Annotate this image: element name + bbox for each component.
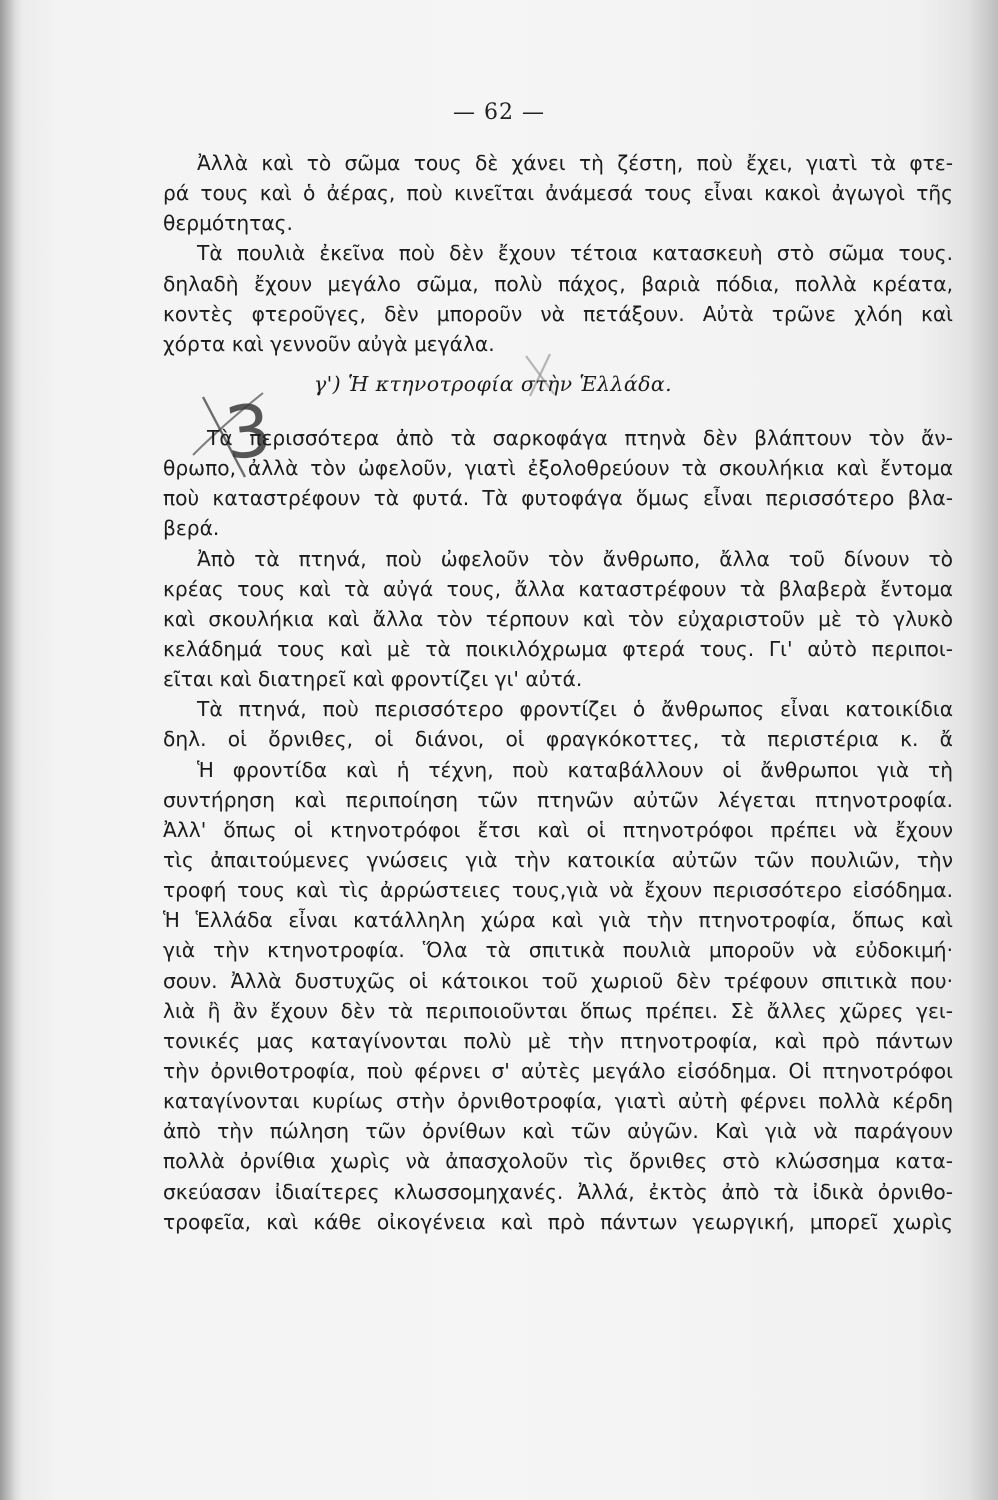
text-line: κρέας τους καὶ τὰ αὐγά τους, ἄλλα καταστρέφουν τὰ βλαβερὰ ἔντομα — [163, 576, 953, 601]
section-heading: γ') Ἡ κτηνοτροφία στὴν Ἑλλάδα. — [314, 371, 672, 396]
body-text — [163, 148, 953, 1237]
text-line: σουν. Ἀλλὰ δυστυχῶς οἱ κάτοικοι τοῦ χωριοῦ δὲν τρέφουν σπιτικὰ που· — [163, 968, 953, 993]
text-line: δηλ. οἱ ὄρνιθες, οἱ διάνοι, οἱ φραγκόκοττες, τὰ περιστέρια κ. ἄ — [163, 727, 953, 752]
text-line: τὶς ἀπαιτούμενες γνώσεις γιὰ τὴν κατοικία αὐτῶν τῶν πουλιῶν, τὴν — [163, 847, 953, 872]
text-line: Τὰ πουλιὰ ἐκεῖνα ποὺ δὲν ἔχουν τέτοια κατασκευὴ στὸ σῶμα τους. — [197, 241, 953, 266]
text-line: τονικές μας καταγίνονται πολὺ μὲ τὴν πτηνοτροφία, καὶ πρὸ πάντων — [163, 1028, 953, 1053]
text-line: θερμότητας. — [163, 211, 293, 236]
text-line: λιὰ ἢ ἂν ἔχουν δὲν τὰ περιποιοῦνται ὅπως πρέπει. Σὲ ἄλλες χῶρες γει- — [163, 998, 953, 1023]
text-line: γιὰ τὴν κτηνοτροφία. Ὅλα τὰ σπιτικὰ πουλιὰ μποροῦν νὰ εὐδοκιμή· — [163, 938, 953, 963]
text-line: τροφή τους καὶ τὶς ἀρρώστειες τους,γιὰ νὰ ἔχουν περισσότερο εἰσόδημα. — [163, 878, 953, 903]
text-line: Ἀλλὰ καὶ τὸ σῶμα τους δὲ χάνει τὴ ζέστη, ποὺ ἔχει, γιατὶ τὰ φτε- — [197, 151, 953, 175]
text-line: Ἡ Ἑλλάδα εἶναι κατάλληλη χώρα καὶ γιὰ τὴν πτηνοτροφία, ὅπως καὶ — [163, 908, 953, 933]
text-line: ρά τους καὶ ὁ ἀέρας, ποὺ κινεῖται ἀνάμεσά τους εἶναι κακοὶ ἀγωγοὶ τῆς — [163, 181, 953, 206]
section-heading-block — [163, 359, 953, 423]
handwritten-number: 3 — [220, 387, 276, 476]
text-line: καταγίνονται κυρίως στὴν ὀρνιθοτροφία, γιατὶ αὐτὴ φέρνει πολλὰ κέρδη — [163, 1089, 953, 1114]
text-line: εῖται καὶ διατηρεῖ καὶ φροντίζει γι' αὐτά. — [163, 667, 583, 692]
text-line: πολλὰ ὀρνίθια χωρὶς νὰ ἀπασχολοῦν τὶς ὄρνιθες στὸ κλώσσημα κατα- — [163, 1149, 953, 1174]
text-line: Ἀλλ' ὅπως οἱ κτηνοτρόφοι ἔτσι καὶ οἱ πτηνοτρόφοι πρέπει νὰ ἔχουν — [163, 817, 953, 842]
text-line: Τὰ περισσότερα ἀπὸ τὰ σαρκοφάγα πτηνὰ δὲν βλάπτουν τὸν ἄν- — [207, 425, 953, 450]
text-line: Ἡ φροντίδα καὶ ἡ τέχνη, ποὺ καταβάλλουν οἱ ἄνθρωποι γιὰ τὴ — [197, 757, 953, 782]
text-line: τροφεῖα, καὶ κάθε οἰκογένεια καὶ πρὸ πάντων γεωργική, μπορεῖ χωρὶς — [163, 1209, 953, 1234]
text-line: κελάδημά τους καὶ μὲ τὰ ποικιλόχρωμα φτερά τους. Γι' αὐτὸ περιποι- — [163, 636, 953, 661]
text-line: καὶ σκουλήκια καὶ ἄλλα τὸν τέρπουν καὶ τὸν εὐχαριστοῦν μὲ τὸ γλυκὸ — [163, 606, 953, 631]
text-line: χόρτα καὶ γεννοῦν αὐγὰ μεγάλα. — [163, 331, 495, 356]
text-line: Ἀπὸ τὰ πτηνά, ποὺ ὠφελοῦν τὸν ἄνθρωπο, ἄλλα τοῦ δίνουν τὸ — [197, 546, 953, 571]
text-line: σκεύασαν ἰδιαίτερες κλωσσομηχανές. Ἀλλά, ἐκτὸς ἀπὸ τὰ ἰδικὰ ὀρνιθο- — [163, 1179, 953, 1204]
text-line: θρωπο, ἀλλὰ τὸν ὠφελοῦν, γιατὶ ἐξολοθρεύουν τὰ σκουλήκια καὶ ἔντομα — [163, 456, 953, 481]
text-line: κοντὲς φτεροῦγες, δὲν μποροῦν νὰ πετάξουν. Αὐτὰ τρῶνε χλόη καὶ — [163, 301, 953, 326]
text-line: βερά. — [163, 516, 220, 541]
text-line: ἀπὸ τὴν πώληση τῶν ὀρνίθων καὶ τῶν αὐγῶν. Καὶ γιὰ νὰ παράγουν — [163, 1119, 953, 1144]
text-line: συντήρηση καὶ περιποίηση τῶν πτηνῶν αὐτῶν λέγεται πτηνοτροφία. — [163, 787, 953, 812]
text-line: Τὰ πτηνά, ποὺ περισσότερο φροντίζει ὁ ἄνθρωπος εἶναι κατοικίδια — [197, 697, 953, 722]
page-number: — 62 — — [453, 100, 545, 125]
page-binding-edge — [0, 0, 14, 1500]
text-line: τὴν ὀρνιθοτροφία, ποὺ φέρνει σ' αὐτὲς μεγάλο εἰσόδημα. Οἱ πτηνοτρόφοι — [163, 1058, 953, 1083]
text-line: δηλαδὴ ἔχουν μεγάλο σῶμα, πολὺ πάχος, βαριὰ πόδια, πολλὰ κρέατα, — [163, 271, 953, 296]
text-line: ποὺ καταστρέφουν τὰ φυτά. Τὰ φυτοφάγα ὅμως εἶναι περισσότερο βλα- — [163, 486, 953, 511]
